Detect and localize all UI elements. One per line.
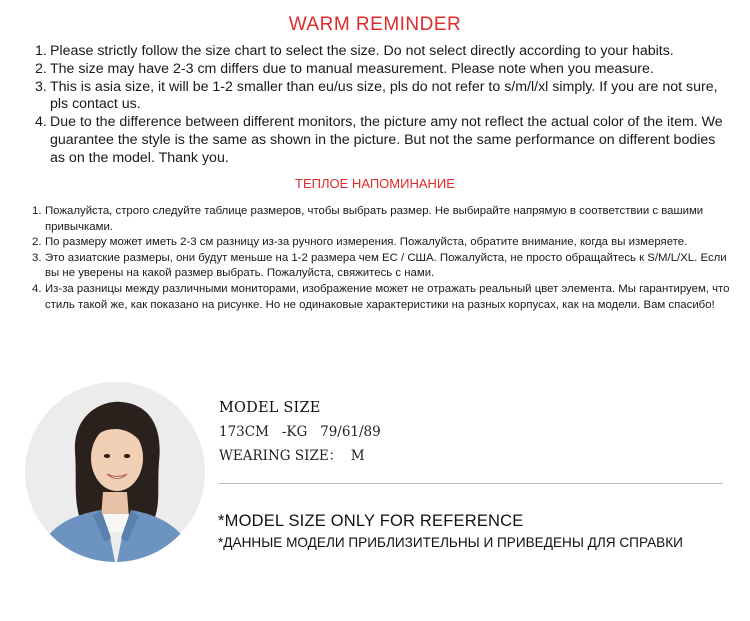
reminder-ru-title: ТЕПЛОЕ НАПОМИНАНИЕ bbox=[295, 176, 455, 191]
item-number: 3. bbox=[35, 78, 47, 95]
reference-note-en: *MODEL SIZE ONLY FOR REFERENCE bbox=[218, 512, 524, 530]
reminder-en-title: WARM REMINDER bbox=[288, 14, 462, 35]
reminder-ru-list bbox=[32, 204, 732, 313]
item-text: Пожалуйста, строго следуйте таблице размеров, чтобы выбрать размер. Не выбирайте напрямую в соответствии с вашими привычками. bbox=[45, 205, 704, 233]
item-text: The size may have 2-3 cm differs due to manual measurement. Please note when you measure. bbox=[50, 60, 654, 77]
item-text: Это азиатские размеры, они будут меньше на 1-2 размера чем ЕС / США. Пожалуйста, не просто обращайтесь к S/M/L/XL. Если вы не уверены на какой размер выбрать. Пожалуйста, свяжитесь с нами. bbox=[45, 251, 727, 280]
item-text: По размеру может иметь 2-3 см разницу из-за ручного измерения. Пожалуйста, обратите внимание, когда вы измеряете. bbox=[45, 236, 688, 249]
item-text: Due to the difference between different monitors, the picture amy not reflect the actual color of the item. We guarantee the style is the same as shown in the picture. But not the same performance on different bodies as on the model. Thank you. bbox=[50, 114, 723, 166]
list-item bbox=[32, 251, 732, 282]
item-number: 4. bbox=[32, 282, 42, 295]
item-number: 2. bbox=[35, 60, 47, 77]
item-number: 1. bbox=[35, 43, 47, 59]
model-portrait-icon bbox=[25, 382, 205, 562]
item-number: 1. bbox=[32, 205, 42, 217]
list-item bbox=[35, 61, 725, 79]
item-text: Из-за разницы между различными мониторами, изображение может не отражать реальный цвет элемента. Мы гарантируем, что стиль такой же, как показано на рисунке. Но не одинаковые характеристики на разных корпусах, как на модели. Вам спасибо! bbox=[45, 282, 730, 311]
wearing-size: WEARING SIZE： M bbox=[219, 448, 365, 464]
list-item bbox=[35, 43, 725, 61]
reference-note-ru: *ДАННЫЕ МОДЕЛИ ПРИБЛИЗИТЕЛЬНЫ И ПРИВЕДЕНЫ ДЛЯ СПРАВКИ bbox=[218, 535, 683, 550]
list-item bbox=[35, 79, 725, 115]
divider bbox=[219, 483, 723, 484]
item-text: Please strictly follow the size chart to select the size. Do not select directly according to your habits. bbox=[50, 43, 674, 59]
model-measurements: 173CM -KG 79/61/89 bbox=[219, 424, 381, 440]
item-number: 2. bbox=[32, 236, 42, 249]
list-item bbox=[32, 282, 732, 313]
model-size-title: MODEL SIZE bbox=[219, 400, 321, 416]
list-item bbox=[35, 114, 725, 167]
item-number: 4. bbox=[35, 114, 47, 131]
model-photo bbox=[25, 382, 205, 562]
list-item bbox=[32, 204, 732, 235]
reminder-en-list bbox=[35, 43, 725, 168]
item-text: This is asia size, it will be 1-2 smaller than eu/us size, pls do not refer to s/m/l/xl simply. If you are not sure, pls contact us. bbox=[50, 78, 718, 113]
item-number: 3. bbox=[32, 251, 42, 264]
list-item bbox=[32, 235, 732, 251]
